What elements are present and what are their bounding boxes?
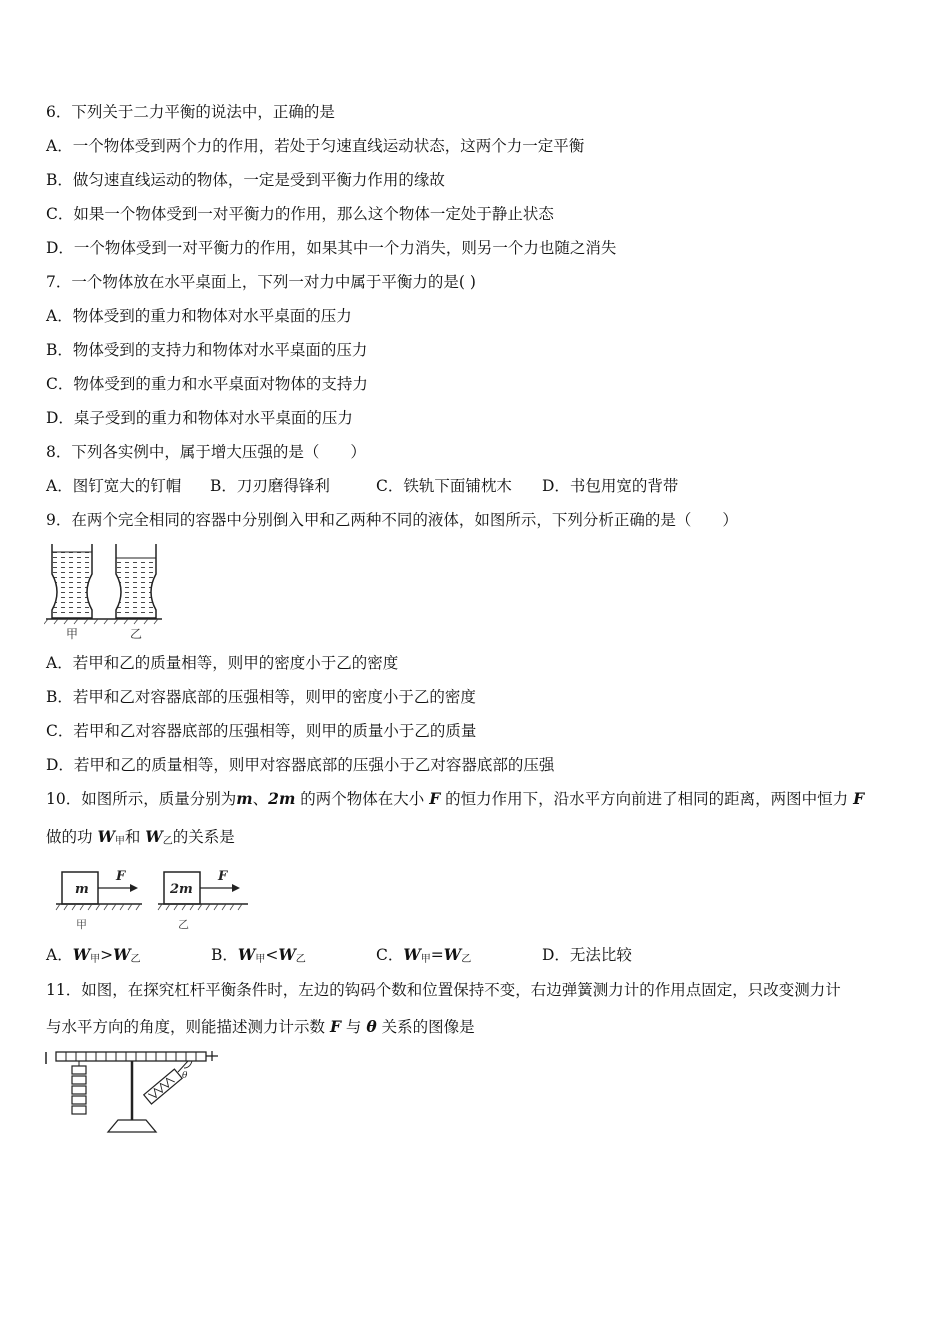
q10-hatch-jia: [56, 904, 140, 910]
q10-hatch-yi: [158, 904, 242, 910]
q9-label-yi: 乙: [130, 627, 143, 641]
q11-stem-line2: 与水平方向的角度，则能描述测力计示数 F 与 θ 关系的图像是: [46, 1017, 475, 1036]
q9-stem: 9．在两个完全相同的容器中分别倒入甲和乙两种不同的液体，如图所示，下列分析正确的是（ ）: [46, 511, 738, 529]
q11-spring-scale: [144, 1061, 188, 1104]
q10-option-c: C．$W_甲=W_乙$: [376, 945, 472, 965]
q10-option-d: D．无法比较: [542, 946, 632, 964]
q11-stem-line1: 11．如图，在探究杠杆平衡条件时，左边的钩码个数和位置保持不变，右边弹簧测力计的作用点固定，只改变测力计: [46, 981, 841, 999]
q7-stem: 7．一个物体放在水平桌面上，下列一对力中属于平衡力的是( ): [46, 273, 476, 291]
q10-block-m: [62, 872, 98, 904]
q9-option-b: B．若甲和乙对容器底部的压强相等，则甲的密度小于乙的密度: [46, 688, 476, 706]
q6-option-b: B．做匀速直线运动的物体，一定是受到平衡力作用的缘故: [46, 171, 445, 189]
q10-option-a: A．$W_甲>W_乙$: [46, 945, 141, 965]
q9-container-yi: [116, 544, 156, 618]
q10-arrowhead-yi: [232, 884, 240, 892]
q7-option-a: A．物体受到的重力和物体对水平桌面的压力: [46, 307, 352, 325]
q10-arrowhead-jia: [130, 884, 138, 892]
q11-lever-figure: [42, 1048, 222, 1140]
q10-option-b: B．$W_甲<W_乙$: [211, 945, 306, 965]
q8-option-c: C．铁轨下面铺枕木: [376, 477, 512, 495]
q10-force-label-jia: F: [116, 869, 126, 884]
q10-stem-line2: 做的功 $W_甲$和 $W_乙$的关系是: [46, 827, 235, 847]
q8-option-b: B．刀刃磨得锋利: [210, 477, 330, 495]
q10-force-label-yi: F: [218, 869, 228, 884]
q11-hook-weights: [72, 1061, 86, 1114]
q8-option-d: D．书包用宽的背带: [542, 477, 679, 495]
q9-option-d: D．若甲和乙的质量相等，则甲对容器底部的压强小于乙对容器底部的压强: [46, 756, 555, 774]
q8-stem: 8．下列各实例中，属于增大压强的是（ ）: [46, 443, 366, 461]
q6-option-c: C．如果一个物体受到一对平衡力的作用，那么这个物体一定处于静止状态: [46, 205, 554, 223]
q10-stem-line1: 10．如图所示，质量分别为m、2m 的两个物体在大小 F 的恒力作用下，沿水平方向前进了相同的距离，两图中恒力 F: [46, 789, 865, 808]
q11-angle-label: θ: [182, 1071, 188, 1081]
q6-option-d: D．一个物体受到一对平衡力的作用，如果其中一个力消失，则另一个力也随之消失: [46, 239, 617, 257]
q9-label-jia: 甲: [66, 627, 79, 641]
svg-text:2m: 2m: [170, 882, 193, 897]
q8-options-row: [46, 476, 906, 496]
q9-containers-figure: [44, 540, 164, 645]
q9-option-c: C．若甲和乙对容器底部的压强相等，则甲的质量小于乙的质量: [46, 722, 477, 740]
q7-option-d: D．桌子受到的重力和物体对水平桌面的压力: [46, 409, 353, 427]
q6-option-a: A．一个物体受到两个力的作用，若处于匀速直线运动状态，这两个力一定平衡: [46, 137, 585, 155]
q10-block-2m: [164, 872, 200, 904]
q6-stem: 6．下列关于二力平衡的说法中，正确的是: [46, 103, 335, 121]
q7-option-b: B．物体受到的支持力和物体对水平桌面的压力: [46, 341, 368, 359]
q7-option-c: C．物体受到的重力和水平桌面对物体的支持力: [46, 375, 368, 393]
q10-options-row: [46, 945, 906, 965]
q10-blocks-figure: [54, 862, 254, 934]
svg-text:m: m: [75, 882, 89, 897]
q10-label-jia: 甲: [76, 918, 87, 931]
q9-container-jia: [52, 544, 92, 618]
q11-lever-bar: [56, 1052, 206, 1061]
q9-option-a: A．若甲和乙的质量相等，则甲的密度小于乙的密度: [46, 654, 399, 672]
q8-option-a: A．图钉宽大的钉帽: [46, 477, 182, 495]
q10-label-yi: 乙: [178, 918, 189, 931]
